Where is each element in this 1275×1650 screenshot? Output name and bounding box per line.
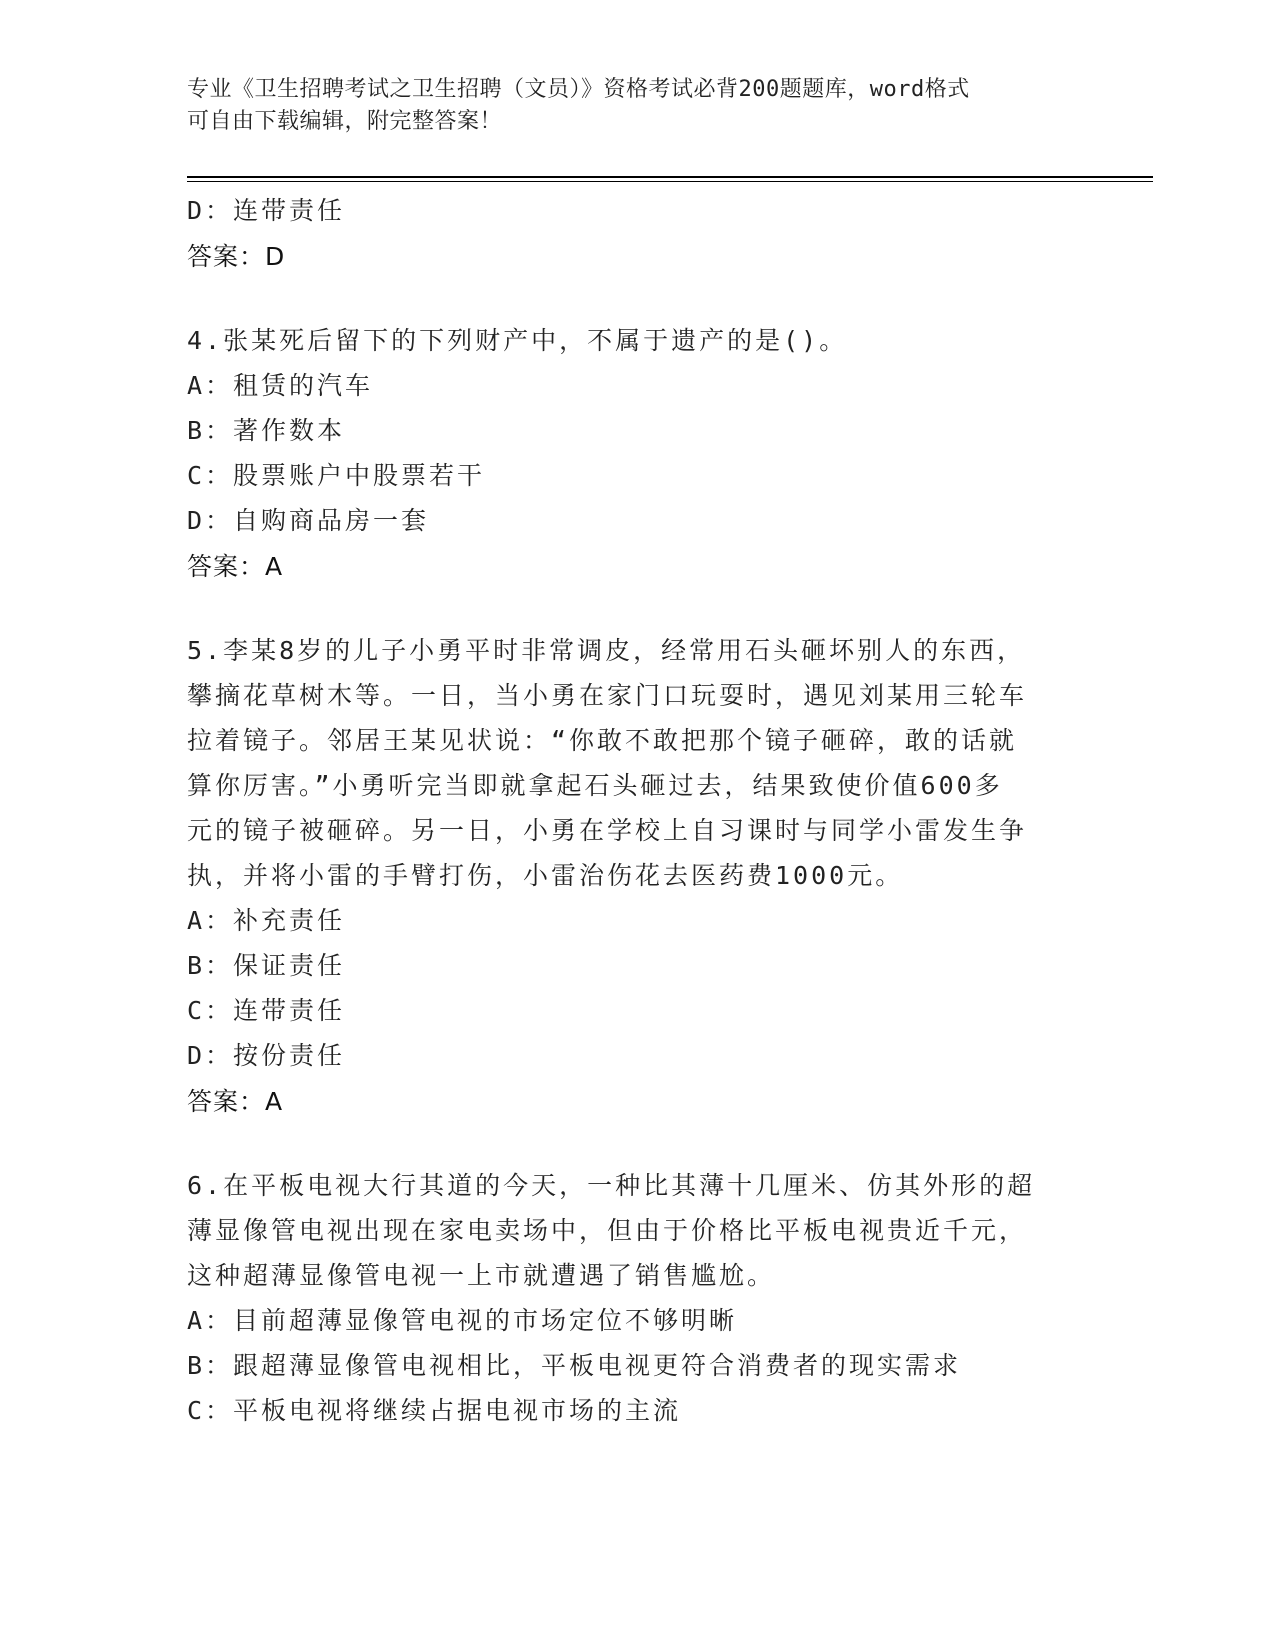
q6-option-b: B：跟超薄显像管电视相比，平板电视更符合消费者的现实需求 (187, 1351, 962, 1380)
q5-stem-line-1: 5.李某8岁的儿子小勇平时非常调皮，经常用石头砸坏别人的东西， (187, 636, 1026, 665)
q4-option-a: A：租赁的汽车 (187, 371, 374, 400)
q5-option-b: B：保证责任 (187, 951, 346, 980)
q5-option-c: C：连带责任 (187, 996, 346, 1025)
question-spacer (187, 590, 1067, 628)
q5-stem-line-5: 元的镜子被砸碎。另一日，小勇在学校上自习课时与同学小雷发生争 (187, 816, 1028, 845)
header-divider-thin (187, 181, 1153, 182)
q5-stem-line-3: 拉着镜子。邻居王某见状说：“你敢不敢把那个镜子砸碎，敢的话就 (187, 726, 1018, 755)
q5-stem-line-2: 攀摘花草树木等。一日，当小勇在家门口玩耍时，遇见刘某用三轮车 (187, 681, 1028, 710)
q3-option-d: D：连带责任 (187, 196, 346, 225)
header-title-line-1: 专业《卫生招聘考试之卫生招聘（文员）》资格考试必背200题题库，word格式 (187, 77, 970, 102)
q5-answer: 答案：A (187, 1087, 284, 1116)
question-5 (187, 628, 1067, 1125)
q4-option-c: C：股票账户中股票若干 (187, 461, 486, 490)
q6-stem-line-1: 6.在平板电视大行其道的今天，一种比其薄十几厘米、仿其外形的超 (187, 1171, 1036, 1200)
q5-option-a: A：补充责任 (187, 906, 346, 935)
question-spacer (187, 1125, 1067, 1163)
header-divider-thick (187, 176, 1153, 178)
q6-option-c: C：平板电视将继续占据电视市场的主流 (187, 1396, 682, 1425)
question-spacer (187, 280, 1067, 318)
q6-stem-line-3: 这种超薄显像管电视一上市就遭遇了销售尴尬。 (187, 1261, 776, 1290)
q4-answer: 答案：A (187, 552, 284, 581)
q6-stem-line-2: 薄显像管电视出现在家电卖场中，但由于价格比平板电视贵近千元， (187, 1216, 1028, 1245)
question-content (187, 188, 1067, 1433)
q5-stem-line-4: 算你厉害。”小勇听完当即就拿起石头砸过去，结果致使价值600多 (187, 771, 1003, 800)
q4-option-d: D：自购商品房一套 (187, 506, 430, 535)
q4-option-b: B：著作数本 (187, 416, 346, 445)
header-title-line-2: 可自由下载编辑，附完整答案！ (187, 109, 503, 134)
q3-answer: 答案：D (187, 242, 286, 271)
question-6 (187, 1163, 1067, 1433)
document-header (187, 74, 1067, 138)
question-4 (187, 318, 1067, 590)
q6-option-a: A：目前超薄显像管电视的市场定位不够明晰 (187, 1306, 738, 1335)
q5-stem-line-6: 执，并将小雷的手臂打伤，小雷治伤花去医药费1000元。 (187, 861, 904, 890)
q4-stem: 4.张某死后留下的下列财产中，不属于遗产的是()。 (187, 326, 848, 355)
q5-option-d: D：按份责任 (187, 1041, 346, 1070)
